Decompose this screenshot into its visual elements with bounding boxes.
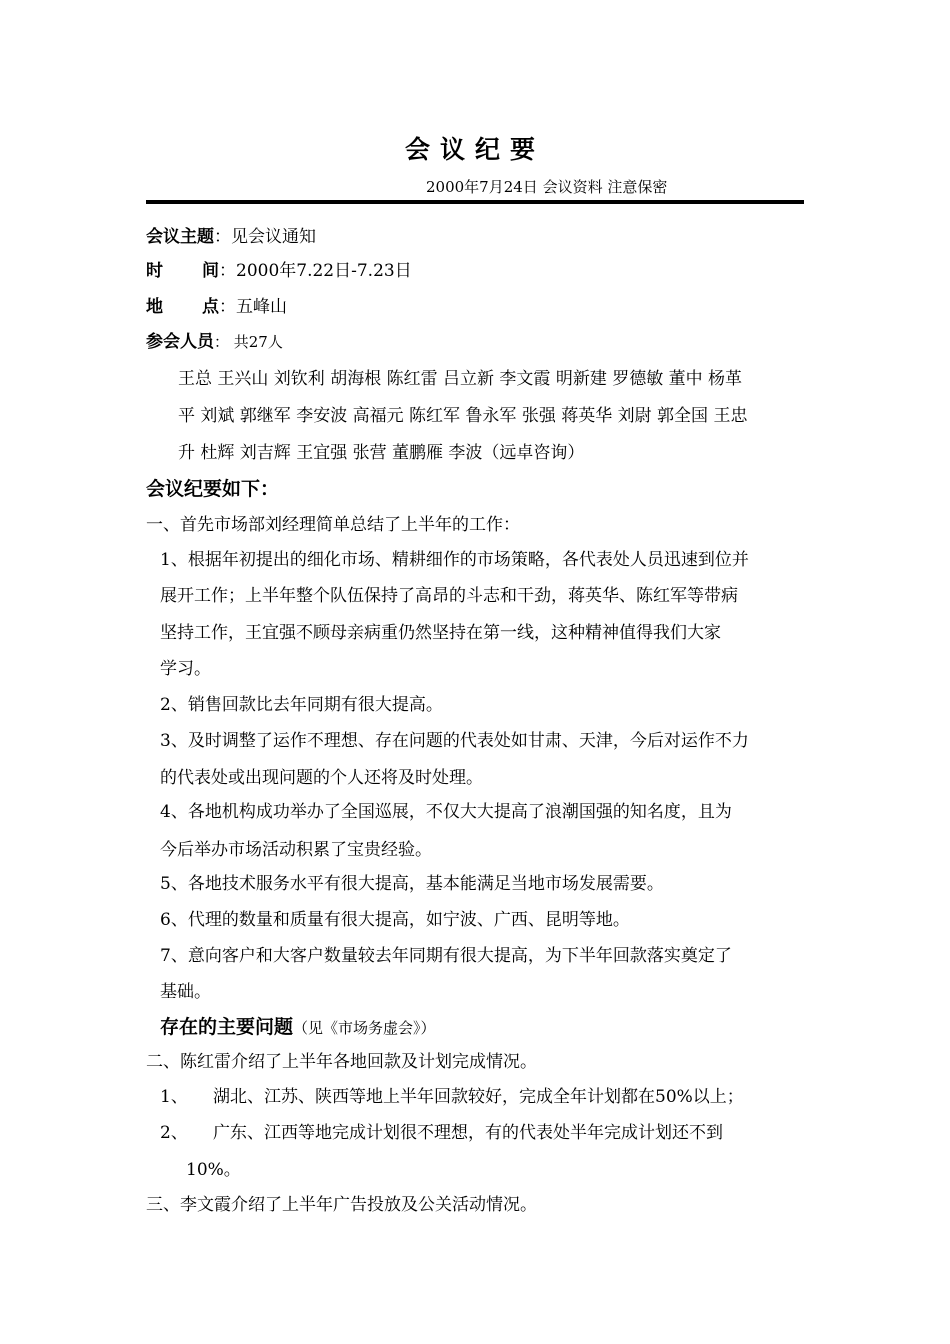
- info-attendees: [146, 330, 283, 354]
- place-value: ：五峰山: [219, 297, 287, 317]
- section1-line: 7、意向客户和大客户数量较去年同期有很大提高，为下半年回款落实奠定了: [160, 946, 732, 966]
- place-label-a: 地: [146, 297, 163, 317]
- section1-line: 3、及时调整了运作不理想、存在问题的代表处如甘肃、天津，今后对运作不力: [160, 731, 749, 751]
- section1-line: 展开工作；上半年整个队伍保持了高昂的斗志和干劲，蒋英华、陈红军等带病: [160, 586, 738, 606]
- time-label-a: 时: [146, 261, 163, 281]
- section1-line: 基础。: [160, 982, 211, 1002]
- summary-heading: 会议纪要如下：: [146, 478, 280, 500]
- time-label-b: 间: [202, 261, 219, 281]
- section1-line: 6、代理的数量和质量有很大提高，如宁波、广西、昆明等地。: [160, 910, 630, 930]
- topic-value: ：见会议通知: [214, 227, 316, 247]
- section1-line: 1、根据年初提出的细化市场、精耕细作的市场策略，各代表处人员迅速到位并: [160, 550, 749, 570]
- document-title: 会议纪要: [404, 135, 545, 164]
- place-label-b: 点: [202, 297, 219, 317]
- section1-line: 今后举办市场活动积累了宝贵经验。: [160, 840, 432, 860]
- info-place: [146, 295, 287, 319]
- topic-label: 会议主题: [146, 227, 214, 247]
- section2-item1-text: 湖北、江苏、陕西等地上半年回款较好，完成全年计划都在50%以上；: [213, 1087, 744, 1107]
- attendees-label: 参会人员: [146, 332, 214, 352]
- section2-heading: 二、陈红雷介绍了上半年各地回款及计划完成情况。: [146, 1052, 537, 1072]
- section2-item1-num: 1、: [160, 1087, 188, 1107]
- section1-line: 学习。: [160, 659, 211, 679]
- time-value: ：2000年7.22日-7.23日: [219, 261, 412, 281]
- section1-heading: 一、首先市场部刘经理简单总结了上半年的工作：: [146, 515, 520, 535]
- section1-line: 2、销售回款比去年同期有很大提高。: [160, 695, 443, 715]
- attendee-line-2: 平 刘斌 郭继军 李安波 高福元 陈红军 鲁永军 张强 蒋英华 刘尉 郭全国 王忠: [178, 406, 748, 426]
- section1-line: 的代表处或出现问题的个人还将及时处理。: [160, 768, 483, 788]
- problems-heading: 存在的主要问题: [160, 1016, 294, 1038]
- problems-note: （见《市场务虚会》）: [293, 1019, 436, 1037]
- problems-line: [160, 1015, 436, 1040]
- section2-item2-num: 2、: [160, 1123, 188, 1143]
- attendees-value: ： 共27人: [214, 333, 283, 351]
- section1-line: 5、各地技术服务水平有很大提高，基本能满足当地市场发展需要。: [160, 874, 664, 894]
- header-rule: [146, 200, 804, 204]
- info-time: [146, 259, 412, 283]
- attendee-line-3: 升 杜辉 刘吉辉 王宜强 张营 董鹏雁 李波（远卓咨询）: [178, 443, 585, 463]
- attendee-line-1: 王总 王兴山 刘钦利 胡海根 陈红雷 吕立新 李文霞 明新建 罗德敏 董中 杨革: [178, 369, 743, 389]
- section2-item2-cont: 10%。: [186, 1160, 241, 1180]
- info-topic: [146, 225, 316, 249]
- document-subtitle: 2000年7月24日 会议资料 注意保密: [426, 178, 668, 196]
- section3-heading: 三、李文霞介绍了上半年广告投放及公关活动情况。: [146, 1195, 537, 1215]
- section2-item2-text: 广东、江西等地完成计划很不理想，有的代表处半年完成计划还不到: [213, 1123, 723, 1143]
- section1-line: 坚持工作，王宜强不顾母亲病重仍然坚持在第一线，这种精神值得我们大家: [160, 623, 721, 643]
- section1-line: 4、各地机构成功举办了全国巡展，不仅大大提高了浪潮国强的知名度，且为: [160, 802, 732, 822]
